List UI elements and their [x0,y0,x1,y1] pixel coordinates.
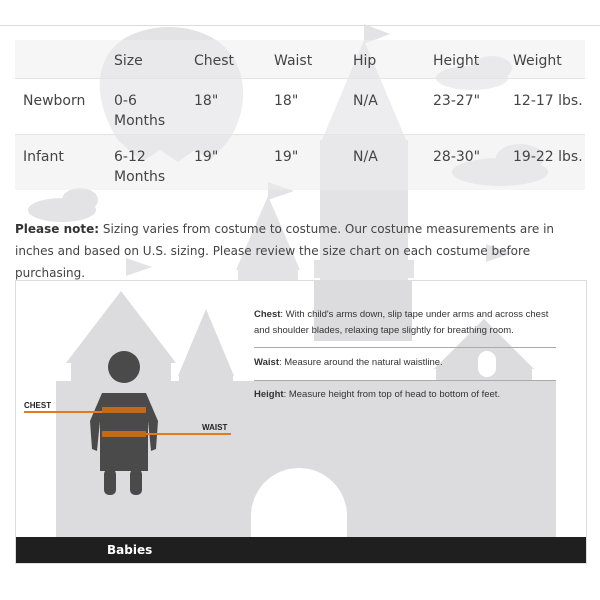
cloud-shape [62,188,98,212]
header-cell-weight: Weight [513,53,562,69]
table-row [15,134,585,190]
table-row [15,78,585,134]
waist-band [102,431,146,437]
table-cell: 12-17 lbs. [513,92,583,109]
waist-instruction [254,355,556,371]
header-cell-waist: Waist [274,53,313,69]
table-cell: N/A [353,148,378,165]
castle-spire-shape [178,309,234,376]
table-cell: 18" [194,92,219,109]
header-cell-height: Height [433,53,480,69]
table-cell: 0-6 Months [114,92,166,129]
height-instruction-text: : Measure height from top of head to bottom of feet. [283,389,501,400]
babies-footer-label: Babies [107,543,153,557]
table-header-row [15,40,585,78]
table-cell: Infant [23,148,64,165]
chest-instruction-text: : With child's arms down, slip tape under arms and across chest and shoulder blades, relaxing tape slightly for breathing room. [254,309,549,336]
header-cell-blank [15,40,106,78]
header-cell-hip: Hip [353,53,377,69]
height-instruction [254,387,556,403]
table-cell: 19" [274,148,299,165]
chest-instruction [254,307,556,339]
babies-footer-bar [16,537,586,563]
waist-label: WAIST [202,423,228,432]
sizing-note-text: Sizing varies from costume to costume. Our costume measurements are in inches and based on U.S. sizing. Please review the size chart on each costume before purchasing. [15,222,555,280]
table-cell: 18" [274,92,299,109]
waist-instruction-text: : Measure around the natural waistline. [278,357,443,368]
height-instruction-term: Height [254,389,284,400]
size-chart-table [15,40,585,190]
waist-instruction-term: Waist [254,357,279,368]
measurement-guide-panel [15,280,587,564]
table-cell: 23-27" [433,92,481,109]
header-cell-size: Size [114,53,143,69]
table-cell: 6-12 Months [114,148,166,185]
table-cell: 19" [194,148,219,165]
chest-band [102,407,146,413]
chest-instruction-term: Chest [254,309,281,320]
instruction-divider [254,347,556,348]
table-cell: Newborn [23,92,86,109]
table-cell: N/A [353,92,378,109]
header-cell-chest: Chest [194,53,235,69]
instruction-divider [254,380,556,381]
table-cell: 19-22 lbs. [513,148,583,165]
sizing-note [15,218,585,284]
table-cell: 28-30" [433,148,481,165]
chest-label: CHEST [24,401,52,410]
sizing-note-label: Please note: [15,222,100,236]
